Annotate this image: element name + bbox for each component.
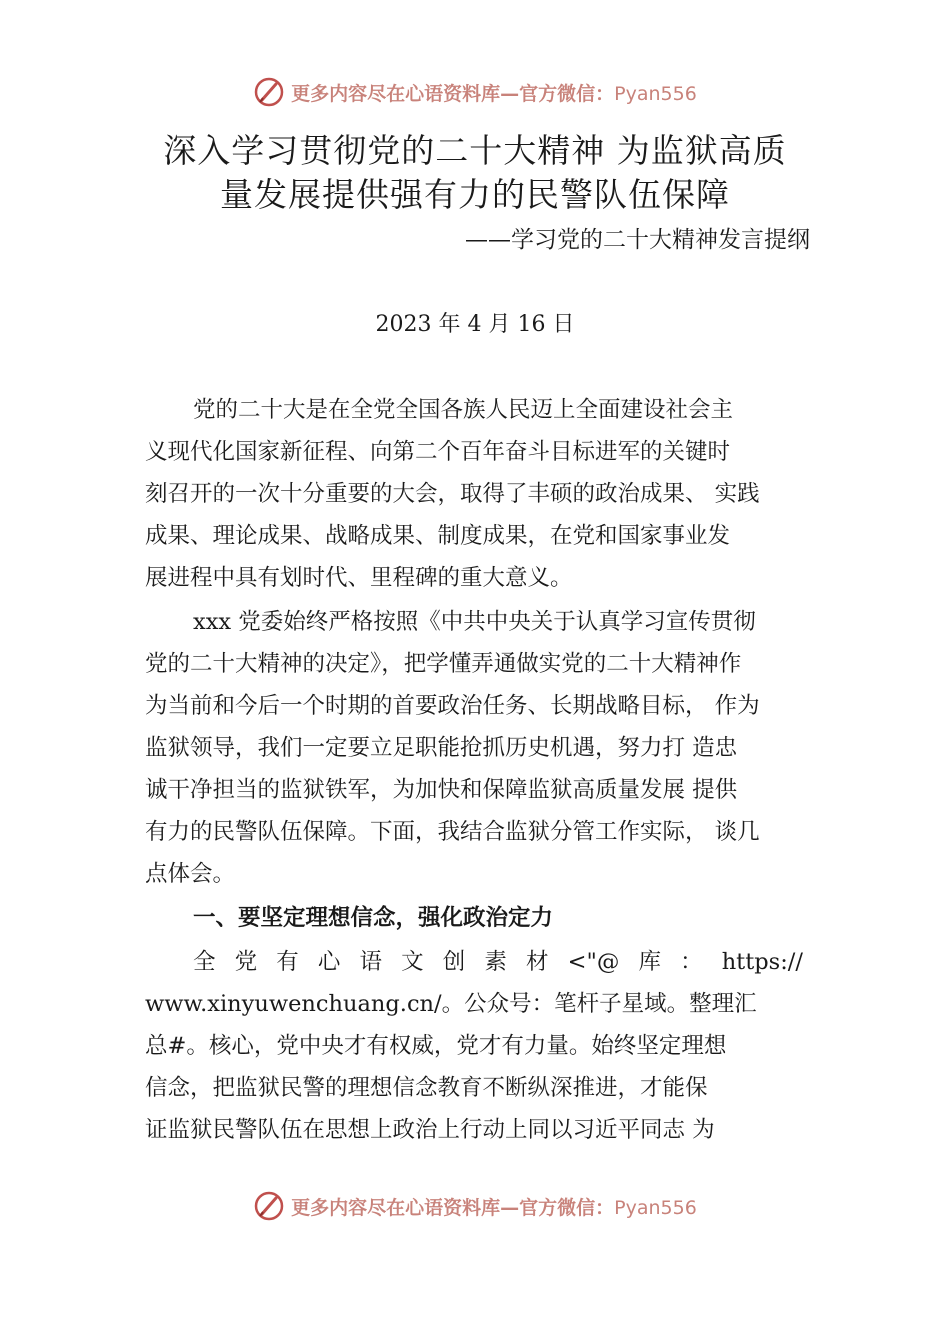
- watermark-text: 更多内容尽在心语资料库—官方微信：Pyan556: [291, 82, 697, 105]
- paragraph-3-spread-line: [193, 946, 803, 978]
- paragraph-1-line: 党的二十大是在全党全国各族人民迈上全面建设社会主: [193, 397, 734, 423]
- spread-char: 库: [638, 949, 661, 975]
- paragraph-3-line: 总#。核心，党中央才有权威，党才有力量。始终坚定理想: [145, 1033, 727, 1059]
- pen-logo-icon: [253, 76, 285, 108]
- paragraph-1-line: 义现代化国家新征程、向第二个百年奋斗目标进军的关键时: [145, 439, 731, 465]
- spread-char: 心: [317, 949, 341, 975]
- paragraph-1-line: 展进程中具有划时代、里程碑的重大意义。: [145, 565, 573, 591]
- spread-char: 创: [442, 949, 466, 975]
- document-subtitle: ——学习党的二十大精神发言提纲: [465, 227, 810, 253]
- spread-char: 文: [401, 949, 424, 975]
- paragraph-2-line: 点体会。: [145, 861, 236, 887]
- paragraph-2-line: xxx 党委始终严格按照《中共中央关于认真学习宣传贯彻: [193, 609, 756, 635]
- spread-char: <"@: [567, 949, 620, 975]
- section-heading-1: 一、要坚定理想信念，强化政治定力: [193, 905, 554, 931]
- paragraph-2-line: 为当前和今后一个时期的首要政治任务、长期战略目标， 作为: [145, 693, 760, 719]
- document-title-line-1: 深入学习贯彻党的二十大精神 为监狱高质: [163, 131, 787, 170]
- paragraph-1-line: 成果、理论成果、战略成果、制度成果，在党和国家事业发: [145, 523, 731, 549]
- pen-logo-icon: [253, 1190, 285, 1222]
- document-date: 2023 年 4 月 16 日: [375, 312, 575, 337]
- spread-char: 材: [526, 949, 549, 975]
- paragraph-2-line: 党的二十大精神的决定》，把学懂弄通做实党的二十大精神作: [145, 651, 742, 677]
- spread-char: https://: [721, 949, 803, 975]
- paragraph-2-line: 监狱领导，我们一定要立足职能抢抓历史机遇，努力打 造忠: [145, 735, 738, 761]
- paragraph-2-line: 有力的民警队伍保障。下面，我结合监狱分管工作实际， 谈几: [145, 819, 760, 845]
- watermark-text: 更多内容尽在心语资料库—官方微信：Pyan556: [291, 1196, 697, 1219]
- paragraph-2-line: 诚干净担当的监狱铁军，为加快和保障监狱高质量发展 提供: [145, 777, 738, 803]
- spread-char: ：: [680, 949, 703, 975]
- paragraph-1-line: 刻召开的一次十分重要的大会，取得了丰硕的政治成果、 实践: [145, 481, 760, 507]
- spread-char: 全: [193, 949, 216, 975]
- paragraph-3-line: 证监狱民警队伍在思想上政治上行动上同以习近平同志 为: [145, 1117, 715, 1143]
- watermark-header: [0, 72, 950, 112]
- spread-char: 素: [484, 949, 507, 975]
- document-title-line-2: 量发展提供强有力的民警队伍保障: [220, 175, 730, 214]
- paragraph-3-line: www.xinyuwenchuang.cn/。公众号：笔杆子星域。整理汇: [145, 991, 757, 1017]
- spread-char: 有: [276, 949, 299, 975]
- spread-char: 党: [234, 949, 258, 975]
- paragraph-3-line: 信念，把监狱民警的理想信念教育不断纵深推进，才能保: [145, 1075, 708, 1101]
- watermark-footer: [0, 1186, 950, 1226]
- spread-char: 语: [359, 949, 383, 975]
